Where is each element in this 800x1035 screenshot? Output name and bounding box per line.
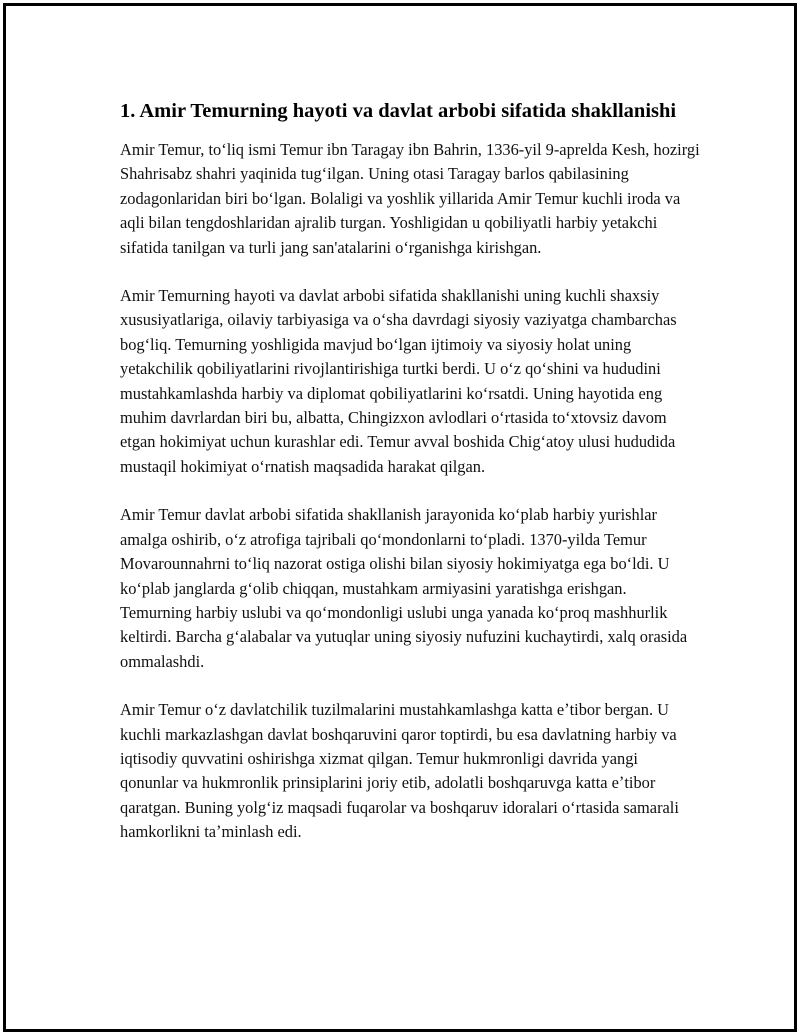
document-body xyxy=(120,99,700,869)
document-page xyxy=(3,3,797,1032)
paragraph-3: Amir Temur davlat arbobi sifatida shakllanish jarayonida koʻplab harbiy yurishlar amalga oshirib, oʻz atrofiga tajribali qoʻmondonlarni toʻpladi. 1370-yilda Temur Movarounnahrni toʻliq nazorat ostiga olishi bilan siyosiy hokimiyatga ega boʻldi. U koʻplab janglarda gʻolib chiqqan, mustahkam armiyasini yaratishga erishgan. Temurning harbiy uslubi va qoʻmondonligi uslubi unga yanada koʻproq mashhurlik keltirdi. Barcha gʻalabalar va yutuqlar uning siyosiy nufuzini kuchaytirdi, xalq orasida ommalashdi. xyxy=(120,505,688,671)
paragraph-1: Amir Temur, toʻliq ismi Temur ibn Taragay ibn Bahrin, 1336-yil 9-aprelda Kesh, hozirgi Shahrisabz shahri yaqinida tugʻilgan. Uning otasi Taragay barlos qabilasining zodagonlaridan biri boʻlgan. Bolaligi va yoshlik yillarida Amir Temur kuchli iroda va aqli bilan tengdoshlaridan ajralib turgan. Yoshligidan u qobiliyatli harbiy yetakchi sifatida tanilgan va turli jang san'atalarini oʻrganishga kirishgan. xyxy=(120,140,700,257)
paragraph-4: Amir Temur oʻz davlatchilik tuzilmalarini mustahkamlashga katta eʼtibor bergan. U kuchli markazlashgan davlat boshqaruvini qaror toptirdi, bu esa davlatning harbiy va iqtisodiy quvvatini oshirishga xizmat qilgan. Temur hukmronligi davrida yangi qonunlar va hukmronlik prinsiplarini joriy etib, adolatli boshqaruvga katta eʼtibor qaratgan. Buning yolgʻiz maqsadi fuqarolar va boshqaruv idoralari oʻrtasida samarali hamkorlikni taʼminlash edi. xyxy=(120,700,679,842)
section-heading: 1. Amir Temurning hayoti va davlat arbobi sifatida shakllanishi xyxy=(120,100,677,122)
paragraph-2: Amir Temurning hayoti va davlat arbobi sifatida shakllanishi uning kuchli shaxsiy xususiyatlariga, oilaviy tarbiyasiga va oʻsha davrdagi siyosiy vaziyatga chambarchas bogʻliq. Temurning yoshligida mavjud boʻlgan ijtimoiy va siyosiy holat uning yetakchilik qobiliyatlarini rivojlantirishiga turtki berdi. U oʻz qoʻshini va hududini mustahkamlashda harbiy va diplomat qobiliyatlarini koʻrsatdi. Uning hayotida eng muhim davrlardan biri bu, albatta, Chingizxon avlodlari oʻrtasida toʻxtovsiz davom etgan hokimiyat uchun kurashlar edi. Temur avval boshida Chigʻatoy ulusi hududida mustaqil hokimiyat oʻrnatish maqsadida harakat qilgan. xyxy=(120,286,677,476)
